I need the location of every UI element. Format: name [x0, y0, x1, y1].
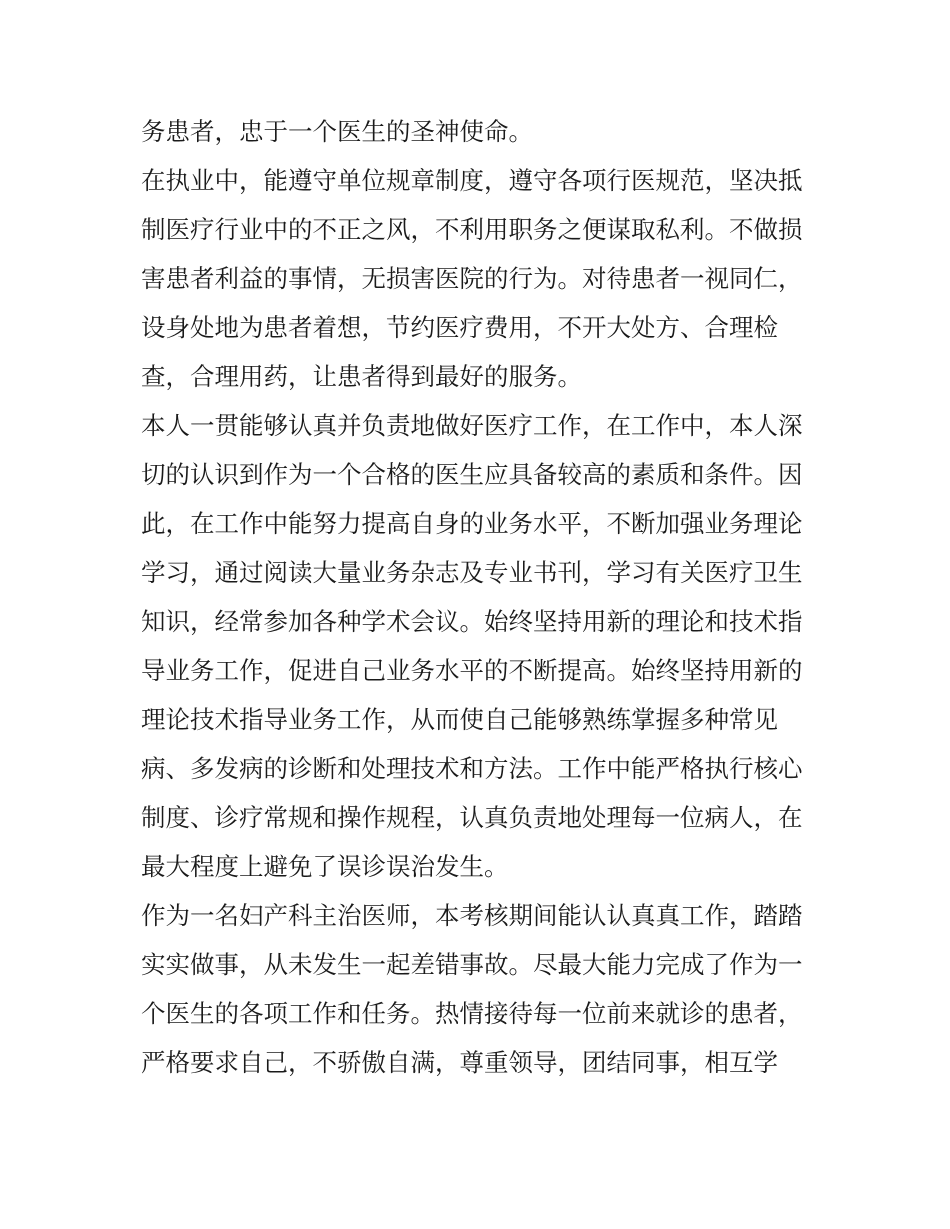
text-line: 在执业中，能遵守单位规章制度，遵守各项行医规范，坚决抵 — [141, 166, 803, 195]
text-line: 切的认识到作为一个合格的医生应具备较高的素质和条件。因 — [141, 460, 803, 489]
text-line: 最大程度上避免了误诊误治发生。 — [141, 852, 509, 881]
text-line: 知识，经常参加各种学术会议。始终坚持用新的理论和技术指 — [141, 607, 803, 636]
text-line: 此，在工作中能努力提高自身的业务水平，不断加强业务理论 — [141, 509, 803, 538]
text-line: 理论技术指导业务工作，从而使自己能够熟练掌握多种常见 — [141, 705, 778, 734]
document-body — [141, 107, 821, 1087]
text-line: 导业务工作，促进自己业务水平的不断提高。始终坚持用新的 — [141, 656, 803, 685]
text-line: 实实做事，从未发生一起差错事故。尽最大能力完成了作为一 — [141, 950, 803, 979]
text-line: 查，合理用药，让患者得到最好的服务。 — [141, 362, 582, 391]
text-line: 学习，通过阅读大量业务杂志及专业书刊，学习有关医疗卫生 — [141, 558, 803, 587]
text-line: 设身处地为患者着想，节约医疗费用，不开大处方、合理检 — [141, 313, 778, 342]
text-line: 害患者利益的事情，无损害医院的行为。对待患者一视同仁， — [141, 264, 803, 293]
text-line: 本人一贯能够认真并负责地做好医疗工作，在工作中，本人深 — [141, 411, 803, 440]
text-line: 制度、诊疗常规和操作规程，认真负责地处理每一位病人，在 — [141, 803, 803, 832]
text-line: 病、多发病的诊断和处理技术和方法。工作中能严格执行核心 — [141, 754, 803, 783]
text-line: 制医疗行业中的不正之风，不利用职务之便谋取私利。不做损 — [141, 215, 803, 244]
text-line: 个医生的各项工作和任务。热情接待每一位前来就诊的患者， — [141, 999, 803, 1028]
text-line: 严格要求自己，不骄傲自满，尊重领导，团结同事，相互学 — [141, 1048, 778, 1077]
text-line: 作为一名妇产科主治医师，本考核期间能认认真真工作，踏踏 — [141, 901, 803, 930]
text-line: 务患者，忠于一个医生的圣神使命。 — [141, 117, 533, 146]
